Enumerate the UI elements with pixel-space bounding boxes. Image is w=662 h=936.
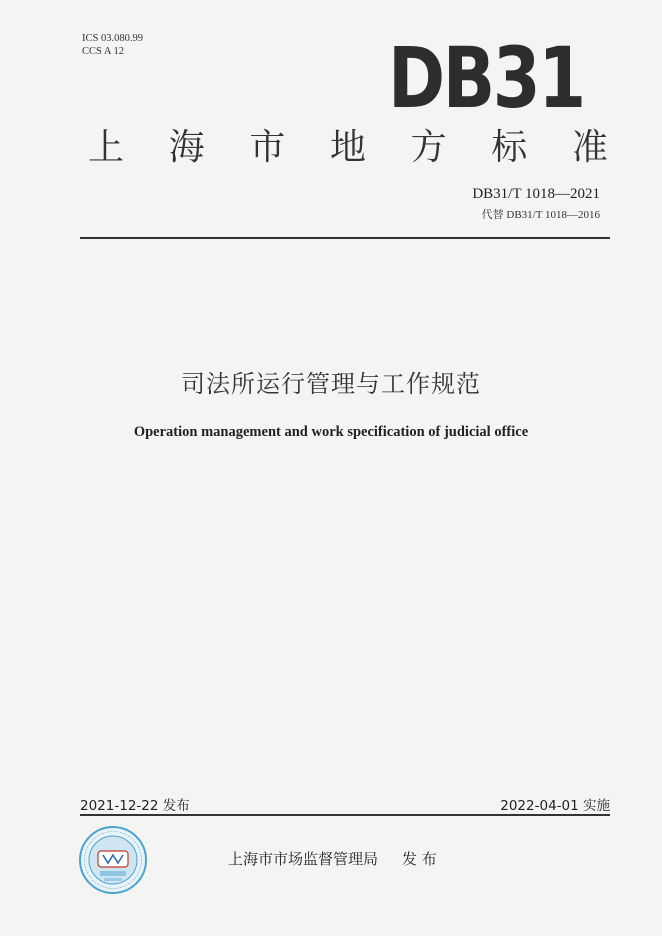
db31-logo: DB31 (388, 29, 584, 127)
top-divider (80, 237, 610, 239)
classification-codes (82, 32, 143, 58)
standard-type-char: 方 (410, 127, 447, 168)
standard-type-heading (88, 128, 608, 168)
standard-type-char: 地 (329, 127, 366, 168)
publish-label: 发 布 (402, 850, 437, 868)
standard-type-char: 标 (491, 127, 528, 168)
standard-number: DB31/T 1018—2021 (472, 186, 600, 202)
issue-date: 2021-12-22 发布 (80, 798, 190, 814)
standard-seal-icon (78, 825, 148, 895)
implementation-date: 2022-04-01 实施 (500, 798, 610, 814)
standard-type-char: 海 (168, 127, 205, 168)
replaces-standard: 代替 DB31/T 1018—2016 (481, 209, 600, 221)
issuing-authority (228, 848, 437, 869)
ccs-code: CCS A 12 (82, 46, 125, 57)
document-title-chinese: 司法所运行管理与工作规范 (181, 370, 481, 398)
ics-code: ICS 03.080.99 (82, 33, 143, 44)
standard-type-char: 上 (88, 127, 125, 168)
bottom-divider (80, 814, 610, 816)
standard-type-char: 市 (249, 127, 286, 168)
standard-type-char: 准 (571, 127, 608, 168)
document-title-english: Operation management and work specification of judicial office (133, 424, 529, 440)
issuer-name: 上海市市场监督管理局 (228, 850, 379, 868)
